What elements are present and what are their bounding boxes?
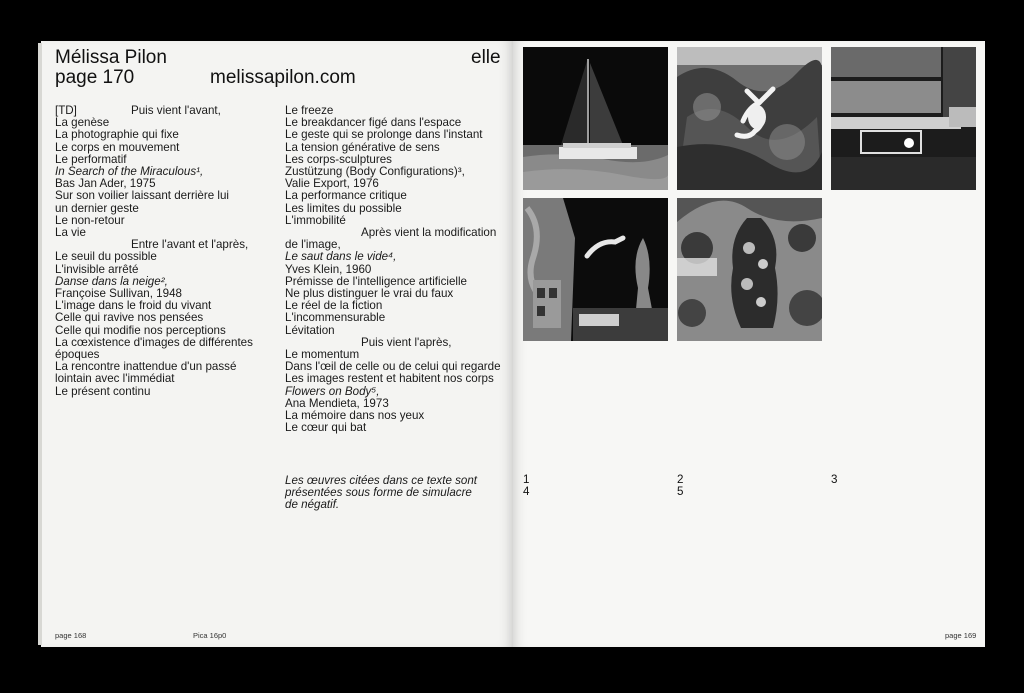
photo-leap xyxy=(523,198,668,341)
poem-line: Puis vient l'après, xyxy=(361,335,452,349)
poem-line: Les limites du possible xyxy=(285,201,402,215)
footnote-line: présentées sous forme de simulacre xyxy=(285,486,472,500)
poem-line: Yves Klein, 1960 xyxy=(285,262,372,276)
poem-line: La cœxistence d'images de différentes xyxy=(55,335,253,349)
poem-line: La genèse xyxy=(55,116,110,130)
poem-line: Les corps-sculptures xyxy=(285,152,392,166)
photo-stone-wall xyxy=(831,47,976,190)
poem-line: Le présent continu xyxy=(55,384,151,398)
poem-line: Le cœur qui bat xyxy=(285,421,367,435)
poem-line: Le corps en mouvement xyxy=(55,140,180,154)
poem-line: Entre l'avant et l'après, xyxy=(131,238,249,252)
poem-line: Ne plus distinguer le vrai du faux xyxy=(285,287,454,301)
photo-flowers xyxy=(677,198,822,341)
footnote-line: Les œuvres citées dans ce texte sont xyxy=(285,474,478,487)
poem-line: Après vient la modification xyxy=(361,226,497,240)
poem-line: L'image dans le froid du vivant xyxy=(55,299,212,313)
poem-line: La performance critique xyxy=(285,189,407,203)
poem-line: La rencontre inattendue d'un passé xyxy=(55,360,237,374)
poem-line: lointain avec l'immédiat xyxy=(55,372,175,386)
poem-line: Lévitation xyxy=(285,323,335,337)
poem-line: Flowers on Body⁵, xyxy=(285,384,380,398)
poem-line: Le non-retour xyxy=(55,213,125,227)
poem-line: L'incommensurable xyxy=(285,311,386,325)
poem-line: L'immobilité xyxy=(285,213,346,227)
right-page xyxy=(513,41,985,647)
poem-line: Sur son voilier laissant derrière lui xyxy=(55,189,229,203)
photo-snow-dancer xyxy=(677,47,822,190)
image-number: 3 xyxy=(831,473,838,486)
poem-line: Les images restent et habitent nos corps xyxy=(285,372,494,386)
folio-left: page 168 xyxy=(55,631,87,640)
poem-line: Zustützung (Body Configurations)³, xyxy=(285,165,465,179)
author-name: Mélissa Pilon xyxy=(55,47,167,68)
poem-column-left xyxy=(55,105,253,398)
poem-line: Le réel de la fiction xyxy=(285,299,383,313)
poem-line: Le freeze xyxy=(285,104,334,117)
poem-line: L'invisible arrêté xyxy=(55,262,139,276)
image-number: 4 xyxy=(523,485,530,498)
poem-line: Danse dans la neige², xyxy=(55,274,168,288)
poem-line: de l'image, xyxy=(285,238,341,252)
book-spread xyxy=(41,41,985,647)
poem-line: Le seuil du possible xyxy=(55,250,157,264)
pronoun: elle xyxy=(471,47,501,68)
poem-line: un dernier geste xyxy=(55,201,139,215)
poem-line: La vie xyxy=(55,226,86,240)
folio-center: Pica 16p0 xyxy=(193,631,227,640)
poem-line: Prémisse de l'intelligence artificielle xyxy=(285,274,467,288)
poem-line: Le performatif xyxy=(55,152,127,166)
poem-line: La mémoire dans nos yeux xyxy=(285,409,425,423)
image-number: 2 xyxy=(677,473,684,486)
image-number: 5 xyxy=(677,485,684,498)
footnote-line: de négatif. xyxy=(285,498,340,512)
poem-column-right xyxy=(285,105,501,434)
poem-line: Bas Jan Ader, 1975 xyxy=(55,177,156,191)
page-reference: page 170 xyxy=(55,67,135,88)
poem-line: Le breakdancer figé dans l'espace xyxy=(285,116,462,130)
poem-line: La tension générative de sens xyxy=(285,140,440,154)
poem-line: Puis vient l'avant, xyxy=(131,104,221,117)
poem-line: Celle qui modifie nos perceptions xyxy=(55,323,226,337)
poem-line: [TD] xyxy=(55,104,77,117)
folio-right: page 169 xyxy=(945,631,977,640)
poem-line: Le saut dans le vide⁴, xyxy=(285,250,397,264)
poem-line: La photographie qui fixe xyxy=(55,128,179,142)
poem-line: époques xyxy=(55,348,100,362)
poem-line: Valie Export, 1976 xyxy=(285,177,379,191)
poem-line: Ana Mendieta, 1973 xyxy=(285,396,389,410)
footnote xyxy=(285,475,477,512)
photo-sailboat xyxy=(523,47,668,190)
poem-line: Françoise Sullivan, 1948 xyxy=(55,287,182,301)
image-number: 1 xyxy=(523,473,530,486)
website: melissapilon.com xyxy=(210,67,356,88)
poem-line: In Search of the Miraculous¹, xyxy=(55,165,204,179)
poem-line: Le momentum xyxy=(285,348,360,362)
page-edge xyxy=(38,43,42,645)
left-page xyxy=(41,41,513,647)
poem-line: Celle qui ravive nos pensées xyxy=(55,311,204,325)
poem-line: Dans l'œil de celle ou de celui qui regarde xyxy=(285,360,501,374)
poem-line: Le geste qui se prolonge dans l'instant xyxy=(285,128,483,142)
